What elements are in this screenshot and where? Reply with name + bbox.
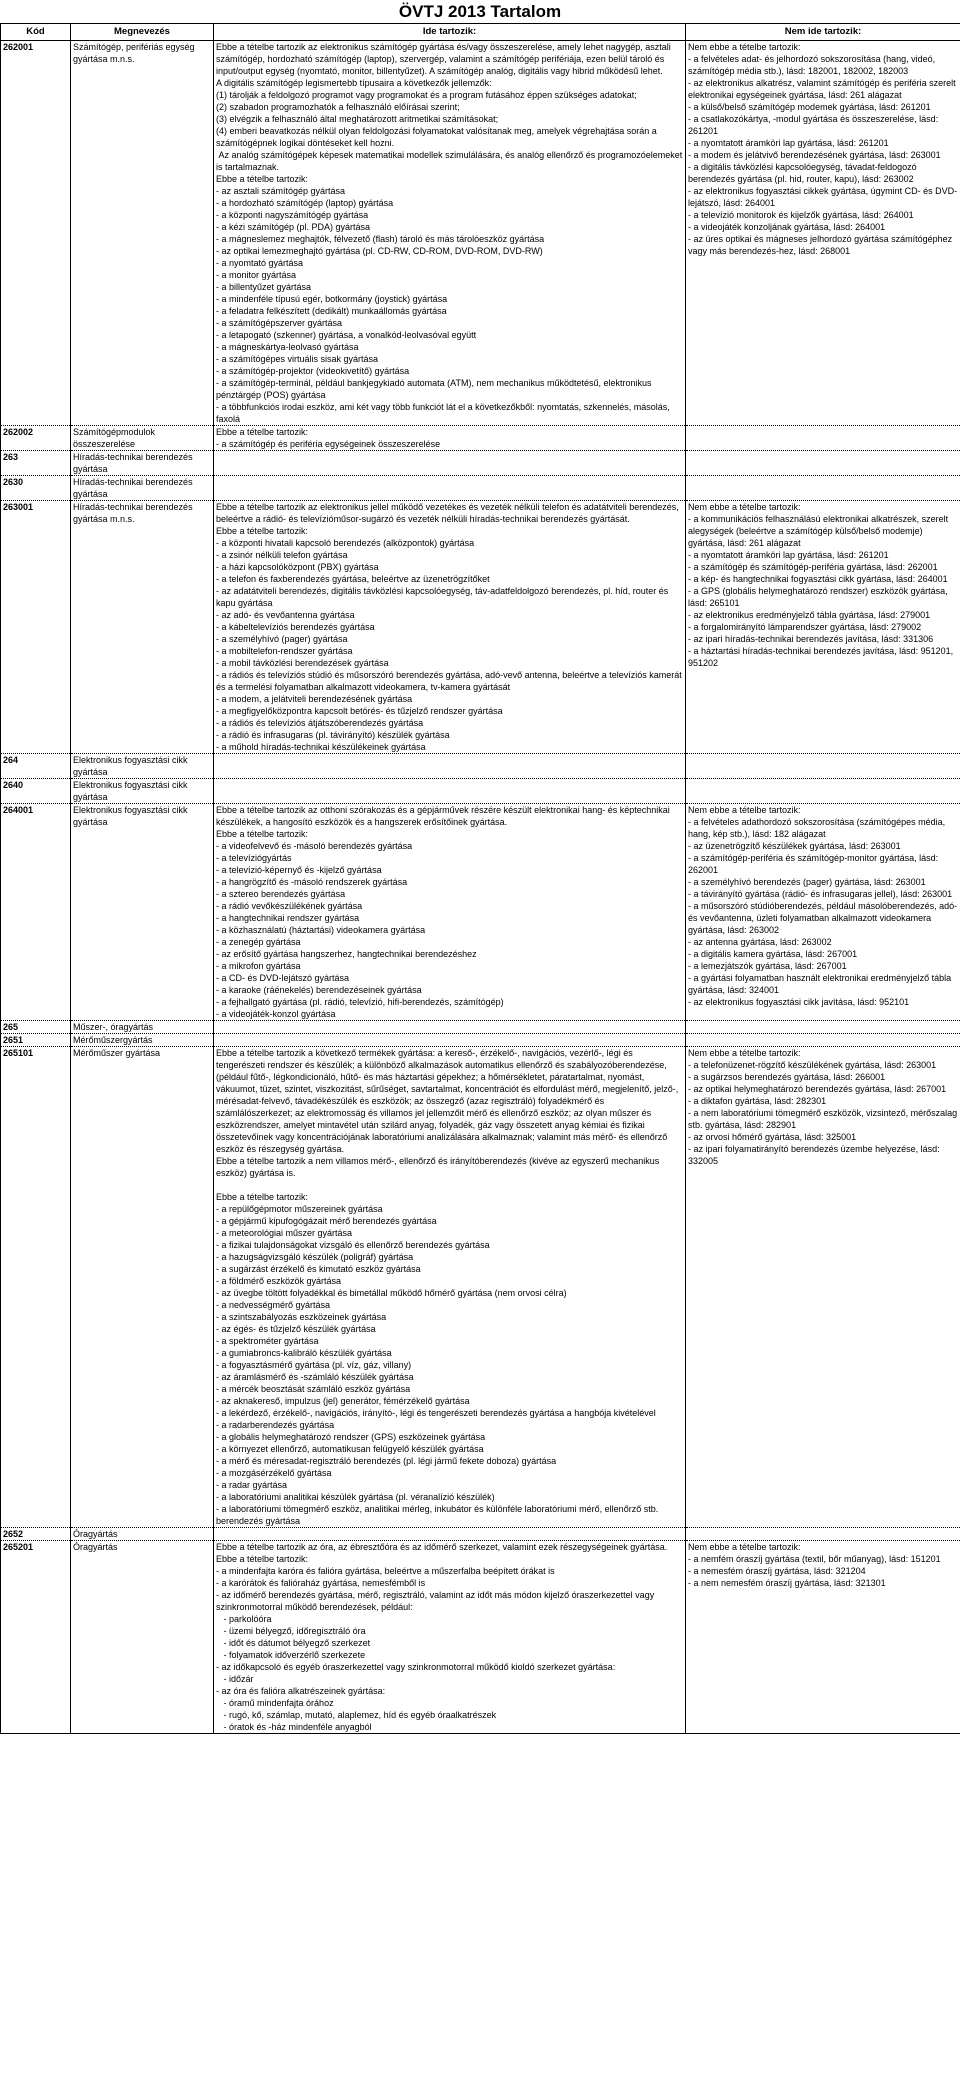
cell-includes bbox=[214, 1034, 686, 1047]
cell-includes: Ebbe a tételbe tartozik a következő termékek gyártása: a kereső-, érzékelő-, navigációs, vezérlő-, légi és tengerészeti rendszer és készülék; a különböző alkalmazások automatikus ellenőrző és szabályozóberendezése, (például fűtő-, légkondicionáló, hűtő- és más háztartási gépekhez; a hőmérsékletet, páratartalmat, nyomást, vákuumot, tüzet, szintet, viszkozitást, sűrűséget, savtartalmat, koncentrációt és elfordulást mérő, megjelenítő, jelző-, mérésadat-felvevő, távadékészülék és eszközök; az összegző (azaz regisztráló) folyadékmérő és számlálószerkezet; az elektromosság és villamos jel jellemzőit mérő és ellenőrző eszköz; az olyan műszer és eszközrendszer, amelyet mintavétel után szilárd anyag, folyadék, gáz vagy összetett anyag kémiai és fizikai összetevőinek vagy koncentrációjának laboratóriumi analizálására alkalmaznak; valamint más mérő- és ellenőrző eszköz és részegység gyártása. Ebbe a tételbe tartozik a nem villamos mérő-, ellenőrző és irányítóberendezés (kivéve az egyszerű mechanikus eszköz) gyártása is. Ebbe a tételbe tartozik: - a repülőgépmotor műszereinek gyártása - a gépjármű kipufogógázait mérő berendezés gyártása - a meteorológiai műszer gyártása - a fizikai tulajdonságokat vizsgáló és ellenőrző berendezés gyártása - a hazugságvizsgáló készülék (poligráf) gyártása - a sugárzást érzékelő és kimutató eszköz gyártása - a földmérő eszközök gyártása - az üvegbe töltött folyadékkal és bimetállal működő hőmérő gyártása (nem orvosi célra) - a nedvességmérő gyártása - a szintszabályozás eszközeinek gyártása - az égés- és tűzjelző készülék gyártása - a spektrométer gyártása - a gumiabroncs-kalibráló készülék gyártása - a fogyasztásmérő gyártása (pl. víz, gáz, villany) - az áramlásmérő és -számláló készülék gyártása - a mércék beosztását számláló eszköz gyártása - az aknakereső, impulzus (jel) generátor, fémérzékelő gyártása - a lekérdező, érzékelő-, navigációs, irányító-, légi és tengerészeti berendezés gyártása a hangbója kivételével - a radarberendezés gyártása - a globális helymeghatározó rendszer (GPS) eszközeinek gyártása - a környezet ellenőrző, automatikusan felügyelő készülék gyártása - a mérő és méresadat-regisztráló berendezés (pl. légi jármű fekete doboza) gyártása - a mozgásérzékelő gyártása - a radar gyártása - a laboratóriumi analitikai készülék gyártása (pl. véranalízió készülék) - a laboratóriumi tömegmérő eszköz, analitikai mérleg, inkubátor és különféle laboratóriumi mérő, ellenőrző stb. berendezés gyártása bbox=[214, 1047, 686, 1528]
table-row bbox=[1, 779, 960, 804]
cell-code: 264 bbox=[1, 754, 71, 779]
cell-name: Híradás-technikai berendezés gyártása bbox=[71, 451, 214, 476]
cell-excludes: Nem ebbe a tételbe tartozik: - a telefonüzenet-rögzítő készülékének gyártása, lásd: 263001 - a sugárzsos berendezés gyártása, lásd: 266001 - az optikai helymeghatározó berendezés gyártása, lásd: 267001 - a diktafon gyártása, lásd: 282301 - a nem laboratóriumi tömegmérő eszközök, vizsintező, mérőszalag stb. gyártása, lásd: 282901 - az orvosi hőmérő gyártása, lásd: 325001 - az ipari folyamatirányító berendezés üzembe helyezése, lásd: 332005 bbox=[686, 1047, 960, 1528]
cell-excludes: Nem ebbe a tételbe tartozik: - a felvételes adathordozó sokszorosítása (számítógépes média, hang, kép stb.), lásd: 182 alágazat - az üzenetrögzítő készülékek gyártása, lásd: 263001 - a számítógép-periféria és számítógép-monitor gyártása, lásd: 262001 - a személyhívó berendezés (pager) gyártása, lásd: 263001 - a távirányító gyártása (rádió- és infrasugaras jellel), lásd: 263001 - a műsorszóró stúdióberendezés, például másolóberendezés, adó- és vevőantenna, üzleti folyamatban alkalmazott videokamera gyártása, lásd: 263002 - az antenna gyártása, lásd: 263002 - a digitális kamera gyártása, lásd: 267001 - a lemezjátszók gyártása, lásd: 267001 - a gyártási folyamatban használt elektronikai eredményjelző tábla gyártása, lásd: 324001 - az elektronikus fogyasztási cikk javítása, lásd: 952101 bbox=[686, 804, 960, 1021]
header-name: Megnevezés bbox=[71, 24, 214, 41]
cell-name: Híradás-technikai berendezés gyártása bbox=[71, 476, 214, 501]
cell-excludes bbox=[686, 754, 960, 779]
table-row bbox=[1, 1541, 960, 1734]
table-row bbox=[1, 426, 960, 451]
document-title: ÖVTJ 2013 Tartalom bbox=[398, 2, 562, 21]
cell-includes bbox=[214, 476, 686, 501]
cell-name: Elektronikus fogyasztási cikk gyártása bbox=[71, 804, 214, 1021]
table-row bbox=[1, 1528, 960, 1541]
cell-code: 265101 bbox=[1, 1047, 71, 1528]
cell-includes bbox=[214, 779, 686, 804]
table-row bbox=[1, 451, 960, 476]
cell-excludes: Nem ebbe a tételbe tartozik: - a nemfém óraszíj gyártása (textil, bőr műanyag), lásd: 151201 - a nemesfém óraszíj gyártása, lásd: 321204 - a nem nemesfém óraszíj gyártása, lásd: 321301 bbox=[686, 1541, 960, 1734]
classification-table bbox=[0, 23, 960, 1734]
cell-code: 2652 bbox=[1, 1528, 71, 1541]
cell-excludes bbox=[686, 1528, 960, 1541]
cell-name: Műszer-, óragyártás bbox=[71, 1021, 214, 1034]
cell-name: Óragyártás bbox=[71, 1528, 214, 1541]
cell-excludes bbox=[686, 451, 960, 476]
cell-code: 263001 bbox=[1, 501, 71, 754]
cell-code: 265201 bbox=[1, 1541, 71, 1734]
table-row bbox=[1, 754, 960, 779]
cell-includes: Ebbe a tételbe tartozik az otthoni szórakozás és a gépjárművek részére készült elektronikai hang- és képtechnikai készülékek, a hangosító eszközök és a hangszerek erősítőinek gyártása. Ebbe a tételbe tartozik: - a videofelvevő és -másoló berendezés gyártása - a televíziógyártás - a televízió-képernyő és -kijelző gyártása - a hangrögzítő és -másoló rendszerek gyártása - a sztereo berendezés gyártása - a rádió vevőkészülékének gyártása - a hangtechnikai rendszer gyártása - a közhasználatú (háztartási) videokamera gyártása - a zenegép gyártása - az erősítő gyártása hangszerhez, hangtechnikai berendezéshez - a mikrofon gyártása - a CD- és DVD-lejátszó gyártása - a karaoke (ráénekelés) berendezéseinek gyártása - a fejhallgató gyártása (pl. rádió, televízió, hifi-berendezés, számítógép) - a videojáték-konzol gyártása bbox=[214, 804, 686, 1021]
cell-includes: Ebbe a tételbe tartozik az óra, az ébresztőóra és az időmérő szerkezet, valamint ezek részegységeinek gyártása. Ebbe a tételbe tartozik: - a mindenfajta karóra és falióra gyártása, beleértve a műszerfalba beépített órákat is - a karórátok és falióraház gyártása, nemesfémből is - az időmérő berendezés gyártása, mérő, regisztráló, valamint az időt más módon kijelző óraszerkezettel vagy szinkronmotorral működő berendezések, például: - parkolóóra - üzemi bélyegző, időregisztráló óra - időt és dátumot bélyegző szerkezet - folyamatok időverzérlő szerkezete - az időkapcsoló és egyéb óraszerkezettel vagy szinkronmotorral működő kioldó szerkezet gyártása: - időzár - az óra és falióra alkatrészeinek gyártása: - óramű mindenfajta órához - rugó, kő, számlap, mutató, alaplemez, híd és egyéb óraalkatrészek - óratok és -ház mindenféle anyagból bbox=[214, 1541, 686, 1734]
cell-includes: Ebbe a tételbe tartozik az elektronikus számítógép gyártása és/vagy összeszerelése, amely lehet nagygép, asztali számítógép, hordozható számítógép (laptop), szervergép, valamint a számítógép perifériája, ezen belül tároló és input/output egység (nyomtató, monitor, billentyűzet). A számítógép analóg, digitális vagy hibrid működésű lehet. A digitális számítógép legismertebb típusaira a következők jellemzők: (1) tárolják a feldolgozó programot vagy programokat és a program futásához éppen szükséges adatokat; (2) szabadon programozhatók a felhasználó előírásai szerint; (3) elvégzik a felhasználó által meghatározott aritmetikai számításokat; (4) emberi beavatkozás nélkül olyan feldolgozási folyamatokat valósítanak meg, amelyek végrehajtása során a számítógépnek logikai döntéseket kell hozni. Az analóg számítógépek képesek matematikai modellek szimulálására, és analóg ellenőrző és programozóelemeket is tartalmaznak. Ebbe a tételbe tartozik: - az asztali számítógép gyártása - a hordozható számítógép (laptop) gyártása - a központi nagyszámítógép gyártása - a kézi számítógép (pl. PDA) gyártása - a mágneslemez meghajtók, félvezető (flash) tároló és más tárolóeszköz gyártása - az optikai lemezmeghajtó gyártása (pl. CD-RW, CD-ROM, DVD-ROM, DVD-RW) - a nyomtató gyártása - a monitor gyártása - a billentyűzet gyártása - a mindenféle típusú egér, botkormány (joystick) gyártása - a feladatra felkészített (dedikált) munkaállomás gyártása - a számítógépszerver gyártása - a letapogató (szkenner) gyártása, a vonalkód-leolvasóval együtt - a mágneskártya-leolvasó gyártása - a számítógépes virtuális sisak gyártása - a számítógép-projektor (videokivetítő) gyártása - a számítógép-terminál, például bankjegykiadó automata (ATM), nem mechanikus működtetésű, elektronikus pénztárgép (POS) gyártása - a többfunkciós irodai eszköz, ami két vagy több funkciót lát el a következőkből: nyomtatás, szkennelés, másolás, faxolá bbox=[214, 41, 686, 426]
cell-name: Mérőműszergyártás bbox=[71, 1034, 214, 1047]
cell-code: 262001 bbox=[1, 41, 71, 426]
cell-code: 2630 bbox=[1, 476, 71, 501]
cell-name: Híradás-technikai berendezés gyártása m.n.s. bbox=[71, 501, 214, 754]
cell-excludes bbox=[686, 779, 960, 804]
cell-name: Elektronikus fogyasztási cikk gyártása bbox=[71, 754, 214, 779]
cell-code: 263 bbox=[1, 451, 71, 476]
cell-excludes: Nem ebbe a tételbe tartozik: - a felvételes adat- és jelhordozó sokszorosítása (hang, videó, számítógép média stb.), lásd: 182001, 182002, 182003 - az elektronikus alkatrész, valamint számítógép és periféria szerelt elektronikai egységeinek gyártása, lásd: 261 alágazat - a külső/belső számítógép modemek gyártása, lásd: 261201 - a csatlakozókártya, -modul gyártása és összeszerelése, lásd: 261201 - a nyomtatott áramköri lap gyártása, lásd: 261201 - a modem és jelátvivő berendezésének gyártása, lásd: 263001 - a digitális távközlési kapcsolóegység, távadat-feldogozó berendezés gyártása (pl. hid, router, kapu), lásd: 263002 - az elektronikus fogyasztási cikkek gyártása, úgymint CD- és DVD-lejátszó, lásd: 264001 - a televízió monitorok és kijelzők gyártása, lásd: 264001 - a videojáték konzoljának gyártása, lásd: 264001 - az üres optikai és mágneses jelhordozó gyártása számítógéphez vagy más berendezés-hez, lásd: 268001 bbox=[686, 41, 960, 426]
cell-excludes bbox=[686, 1034, 960, 1047]
table-row bbox=[1, 1034, 960, 1047]
cell-includes: Ebbe a tételbe tartozik: - a számítógép és periféria egységeinek összeszerelése bbox=[214, 426, 686, 451]
cell-excludes bbox=[686, 476, 960, 501]
table-header-row bbox=[1, 24, 960, 41]
header-code: Kód bbox=[1, 24, 71, 41]
cell-includes: Ebbe a tételbe tartozik az elektronikus jellel működő vezetékes és vezeték nélküli telefon és adatátviteli berendezés, beleértve a rádió- és televízióműsor-sugárzó és vezeték nélküli híradás-technikai berendezés gyártását. Ebbe a tételbe tartozik: - a központi hivatali kapcsoló berendezés (alközpontok) gyártása - a zsinór nélküli telefon gyártása - a házi kapcsolóközpont (PBX) gyártása - a telefon és faxberendezés gyártása, beleértve az üzenetrögzítőket - az adatátviteli berendezés, digitális távközlési kapcsolóegység, táv-adatfeldolgozó berendezés, pl. híd, router és kapu gyártása - az adó- és vevőantenna gyártása - a kábeltelevíziós berendezés gyártása - a személyhívó (pager) gyártása - a mobiltelefon-rendszer gyártása - a mobil távközlési berendezések gyártása - a rádiós és televíziós stúdió és műsorszóró berendezés gyártása, adó-vevő antenna, beleértve a televíziós kamerát és a termelési folyamatban alkalmazott videokamera, tv-kamera gyártását - a modem, a jelátviteli berendezésének gyártása - a megfigyelőközpontra kapcsolt betörés- és tűzjelző rendszer gyártása - a rádiós és televíziós átjátszóberendezés gyártása - a rádió és infrasugaras (pl. távirányító) készülék gyártása - a műhold híradás-technikai készülékeinek gyártása bbox=[214, 501, 686, 754]
cell-code: 2640 bbox=[1, 779, 71, 804]
cell-name: Elektronikus fogyasztási cikk gyártása bbox=[71, 779, 214, 804]
cell-excludes bbox=[686, 426, 960, 451]
cell-name: Mérőműszer gyártása bbox=[71, 1047, 214, 1528]
cell-includes bbox=[214, 1021, 686, 1034]
cell-excludes bbox=[686, 1021, 960, 1034]
table-row bbox=[1, 1021, 960, 1034]
cell-excludes: Nem ebbe a tételbe tartozik: - a kommunikációs felhasználású elektronikai alkatrészek, szerelt alegységek (beleértve a számítógép külső/belső modemje) gyártása, lásd: 261 alágazat - a nyomtatott áramköri lap gyártása, lásd: 261201 - a számítógép és számítógép-periféria gyártása, lásd: 262001 - a kép- és hangtechnikai fogyasztási cikk gyártása, lásd: 264001 - a GPS (globális helymeghatározó rendszer) eszközök gyártása, lásd: 265101 - az elektronikus eredményjelző tábla gyártása, lásd: 279001 - a forgalomirányító lámparendszer gyártása, lásd: 279002 - az ipari híradás-technikai berendezés javítása, lásd: 331306 - a háztartási híradás-technikai berendezés javítása, lásd: 951201, 951202 bbox=[686, 501, 960, 754]
cell-code: 264001 bbox=[1, 804, 71, 1021]
cell-code: 2651 bbox=[1, 1034, 71, 1047]
table-row bbox=[1, 476, 960, 501]
table-row bbox=[1, 1047, 960, 1528]
cell-includes bbox=[214, 754, 686, 779]
table-row bbox=[1, 804, 960, 1021]
cell-name: Számítógépmodulok összeszerelése bbox=[71, 426, 214, 451]
table-row bbox=[1, 501, 960, 754]
cell-code: 262002 bbox=[1, 426, 71, 451]
cell-includes bbox=[214, 1528, 686, 1541]
cell-includes bbox=[214, 451, 686, 476]
cell-name: Óragyártás bbox=[71, 1541, 214, 1734]
header-includes: Ide tartozik: bbox=[214, 24, 686, 41]
cell-code: 265 bbox=[1, 1021, 71, 1034]
cell-name: Számítógép, perifériás egység gyártása m.n.s. bbox=[71, 41, 214, 426]
header-excludes: Nem ide tartozik: bbox=[686, 24, 960, 41]
table-row bbox=[1, 41, 960, 426]
